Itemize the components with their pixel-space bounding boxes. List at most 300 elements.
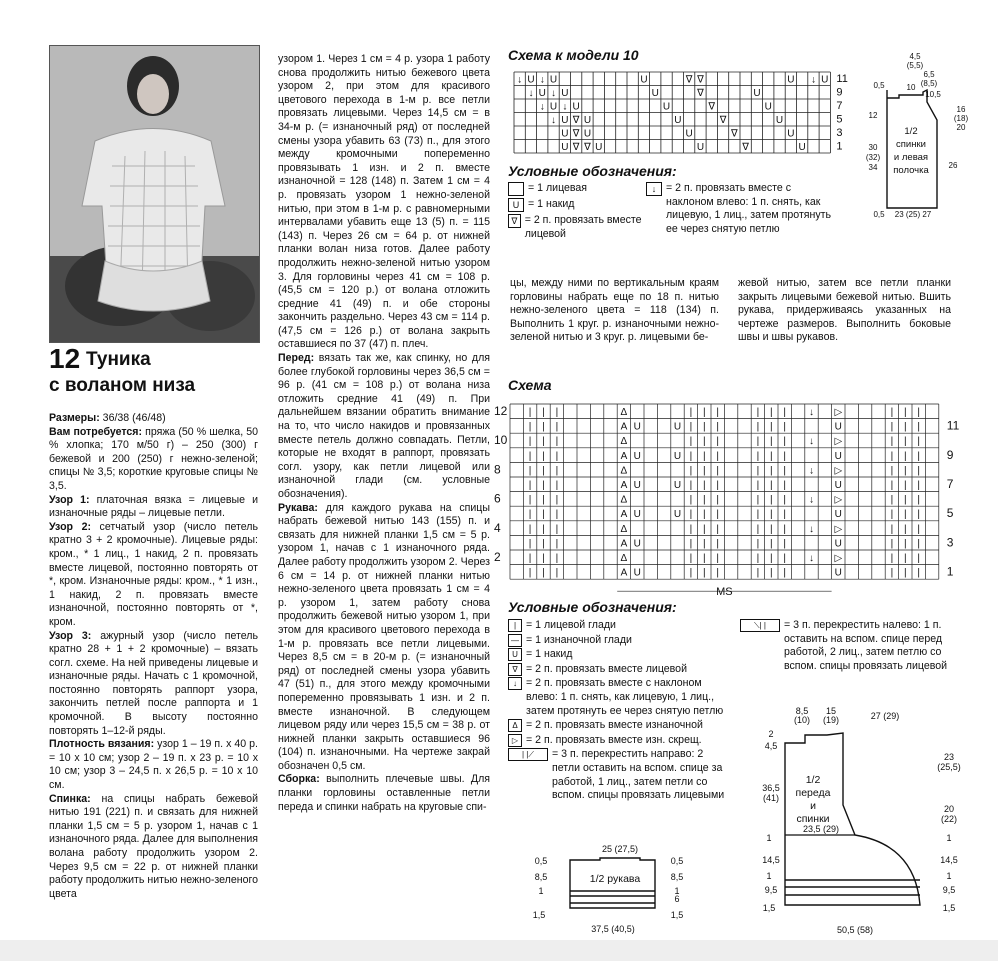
stitch-symbol: U — [834, 538, 842, 550]
stitch-symbol: | — [917, 538, 921, 550]
stitch-symbol: | — [689, 465, 693, 477]
stitch-symbol: | — [890, 421, 894, 433]
stitch-symbol: | — [555, 567, 559, 579]
dim-label: 14,5 — [940, 855, 958, 865]
legend-item — [508, 648, 734, 662]
stitch-symbol: | — [783, 567, 787, 579]
stitch-symbol: | — [903, 465, 907, 477]
legend-text: = 2 п. провязать вместе изнаночной — [526, 719, 703, 732]
stitch-symbol: U — [633, 421, 641, 433]
stitch-symbol: | — [555, 553, 559, 564]
stitch-symbol: U — [673, 421, 682, 433]
stitch-symbol: U — [583, 115, 592, 126]
page-footer-band — [0, 940, 998, 961]
stitch-symbol: | — [890, 553, 894, 564]
scheme10-schematic — [865, 50, 975, 220]
legend-item — [508, 214, 648, 241]
stitch-symbol: | — [555, 421, 559, 433]
legend-text: = 1 лицевой глади — [526, 619, 616, 631]
text-column-1 — [49, 412, 258, 932]
stitch-symbol: U — [549, 101, 558, 113]
stitch-symbol: | — [716, 567, 720, 579]
stitch-symbol: ▷ — [834, 465, 843, 477]
stitch-symbol: | — [528, 436, 532, 448]
stitch-symbol: | — [528, 509, 532, 521]
stitch-symbol: | — [890, 523, 894, 535]
stitch-symbol: | — [756, 494, 760, 506]
stitch-symbol: | — [903, 538, 907, 550]
model-photo — [49, 45, 260, 343]
legend-text: = 1 накид — [528, 198, 575, 210]
dim-label: 1,5 — [532, 910, 546, 920]
paragraph-text: вязать так же, как спинку, но для более глубокой горловины через 36,5 см = 96 р. (41 см = 108 р.) от волана низа отложить средние 41 (49) п. При дальнейшем вязании обратить внимание на то, что число накидов и провязанных вместе петель должно совпадать. Петли, которые не входят в раппорт, провязать согл. узору, как петли лицевой или изнаночной глади (см. условные обозначения). — [278, 352, 490, 500]
dim-label: 1 — [946, 833, 952, 843]
p2tog-icon: Δ — [508, 719, 522, 732]
stitch-symbol: | — [756, 553, 760, 564]
stitch-symbol: U — [662, 101, 671, 113]
legend-text: = 2 п. провязать вместе с наклоном влево: 1 п. снять, как лицевую, 1 лиц., затем протянуть ее через снятую петлю — [666, 182, 832, 235]
text-column-3a: цы, между ними по вертикальным краям горловины набрать еще по 18 п. нитью нежно-зеленого цвета = 118 (134) п. Выполнить 1 круг. р. изнаночными нежно-зеленой нитью и 3 круг. р. лицевыми бе- — [510, 277, 719, 344]
dim-label: 8,5 — [534, 872, 548, 882]
paragraph-text: для каждого рукава на спицы набрать бежевой нитью 143 (155) п. и связать для нижней планки 1,5 см = 5 р. узором 1, начав с 1 изнаночного ряда. Далее работу продолжить узором 2. Через 6 см = 14 р. от нижней планки нитью нежно-зеленого цвета провязать 1 см = 4 р. узором 1, затем работу снова продолжить бежевой нитью узором 1, при этом для красивого цветового перехода в 1-м р. провязать все петли лицевыми. Через 8,5 см = в 20-м р. (= изнаночный ряд) от последней смены узора убавить 47 (51) п., для этого между кромочными попеременно провязывать 1 изн. и 2 п. вместе изнаночной. В следующем лицевом ряду или через 15,5 см = 38 р. от нижней планки закрыть оставшиеся 96 (104) п. изнаночными. На чертеже закрай обозначен 0,5 см. — [278, 501, 490, 772]
stitch-symbol: ↓ — [517, 74, 523, 86]
dim-label: 16 — [956, 105, 966, 114]
dim-label: 1 — [538, 886, 544, 896]
stitch-symbol: ∇ — [584, 142, 591, 153]
stitch-symbol: | — [689, 436, 693, 448]
scheme10-title: Схема к модели 10 — [508, 47, 639, 63]
stitch-symbol: | — [716, 407, 720, 418]
stitch-symbol: | — [756, 407, 760, 418]
stitch-symbol: | — [783, 538, 787, 550]
stitch-symbol: U — [673, 509, 682, 521]
stitch-symbol: ▷ — [834, 407, 843, 418]
dim-label: 25 (27,5) — [601, 844, 639, 854]
ssk-icon: ↓ — [646, 182, 662, 196]
stitch-symbol: | — [702, 465, 706, 477]
paragraph — [278, 352, 490, 502]
stitch-symbol: | — [917, 553, 921, 564]
stitch-symbol: U — [821, 74, 829, 86]
stitch-symbol: | — [917, 494, 921, 506]
stitch-symbol: | — [756, 450, 760, 462]
stitch-symbol: | — [702, 553, 706, 564]
dim-label: 26 — [948, 161, 958, 170]
stitch-symbol: | — [528, 538, 532, 550]
legend-item — [508, 677, 734, 718]
stitch-symbol: U — [538, 88, 546, 99]
stitch-symbol: U — [673, 450, 682, 462]
stitch-symbol: | — [903, 494, 907, 506]
row-label: 7 — [836, 100, 843, 112]
knit-stitch-icon: | — [508, 619, 522, 632]
cross-left-icon: ⟍| | — [740, 619, 780, 632]
stitch-symbol: | — [702, 538, 706, 550]
stitch-symbol: ↓ — [809, 494, 814, 506]
stitch-symbol: U — [595, 142, 603, 153]
stitch-symbol: | — [769, 567, 773, 579]
stitch-symbol: | — [783, 436, 787, 448]
paragraph-heading: Узор 3: — [49, 629, 92, 642]
stitch-symbol: | — [542, 538, 545, 550]
dim-label: 23 (25) 27 — [894, 210, 932, 219]
stitch-symbol: | — [917, 465, 921, 477]
dim-label: 37,5 (40,5) — [591, 924, 635, 934]
dim-label: 9,5 — [764, 885, 778, 895]
stitch-symbol: | — [689, 538, 693, 550]
stitch-symbol: | — [769, 523, 773, 535]
row-label: 3 — [946, 535, 954, 550]
stitch-symbol: ↓ — [539, 74, 545, 86]
dim-label: 20 — [943, 804, 955, 814]
article-number: 12 — [49, 343, 81, 374]
stitch-symbol: ∇ — [708, 101, 716, 113]
stitch-symbol: | — [542, 465, 545, 477]
knit-symbol-icon — [508, 182, 524, 196]
stitch-symbol: | — [783, 494, 787, 506]
paragraph — [278, 53, 490, 352]
stitch-symbol: | — [542, 494, 545, 506]
stitch-symbol: | — [716, 421, 720, 433]
stitch-symbol: | — [689, 494, 693, 506]
scheme-legend-title: Условные обозначения: — [508, 599, 677, 615]
stitch-symbol: | — [716, 436, 720, 448]
stitch-symbol: | — [702, 450, 706, 462]
stitch-symbol: | — [528, 450, 532, 462]
legend-text: = 2 п. провязать вместе с наклоном влево: 1 п. снять, как лицевую, 1 лиц., затем протянуть ее через снятую петлю — [526, 677, 724, 717]
scheme10-chart — [510, 70, 850, 160]
stitch-symbol: U — [633, 567, 641, 579]
stitch-symbol: | — [702, 436, 706, 448]
stitch-symbol: | — [555, 407, 559, 418]
legend-text: = 2 п. провязать вместе изн. скрещ. — [526, 733, 702, 746]
sleeve-label: 1/2 рукава — [589, 873, 641, 885]
stitch-symbol: | — [716, 465, 720, 477]
stitch-symbol: | — [542, 509, 545, 521]
stitch-symbol: ∇ — [572, 128, 580, 140]
row-label: 5 — [946, 506, 954, 521]
scheme-legend — [508, 619, 734, 804]
stitch-symbol: | — [769, 421, 773, 433]
stitch-symbol: | — [783, 421, 787, 433]
legend-text: = 1 накид — [526, 648, 573, 661]
row-label: 8 — [494, 462, 501, 477]
stitch-symbol: ↓ — [809, 465, 814, 477]
stitch-symbol: | — [890, 480, 894, 491]
stitch-symbol: | — [756, 567, 760, 579]
stitch-symbol: A — [620, 509, 628, 521]
stitch-symbol: | — [917, 407, 921, 418]
row-label: 10 — [494, 433, 508, 448]
stitch-symbol: ↓ — [562, 101, 568, 113]
paragraph-text: узор 1 – 19 п. х 40 р. = 10 х 10 см; узор 2 – 19 п. х 23 р. = 10 х 10 см; узор 3 – 24,5 п. х 26,5 р. = 10 х 10 см. — [49, 738, 258, 792]
stitch-symbol: Δ — [620, 407, 628, 418]
paragraph-heading: Спинка: — [49, 792, 91, 805]
legend-item — [646, 182, 836, 236]
stitch-symbol: | — [917, 509, 921, 521]
stitch-symbol: | — [702, 567, 706, 579]
stitch-symbol: | — [528, 523, 532, 535]
dim-label: 0,5 — [534, 856, 548, 866]
stitch-symbol: | — [783, 407, 787, 418]
paragraph — [49, 793, 258, 902]
legend-text: = 3 п. перекрестить направо: 2 петли оставить на вспом. спице за работой, 1 лиц., затем петли со вспом. спицы провязать лицевыми — [552, 748, 725, 802]
legend-text: = 2 п. провязать вместе лицевой — [524, 214, 642, 240]
stitch-symbol: | — [716, 553, 720, 564]
row-label: 3 — [836, 127, 843, 139]
stitch-symbol: | — [903, 509, 907, 521]
stitch-symbol: | — [689, 421, 693, 433]
dim-label: (8,5) — [920, 79, 938, 88]
legend-item — [740, 619, 955, 673]
piece-label: 1/2 — [805, 774, 821, 786]
stitch-symbol: U — [674, 115, 682, 126]
dim-label: 27 (29) — [870, 711, 900, 721]
paragraph-heading: Узор 1: — [49, 493, 90, 506]
stitch-symbol: ∇ — [719, 115, 727, 126]
row-label: 1 — [836, 140, 843, 153]
stitch-symbol: U — [787, 74, 795, 86]
piece-label: полочка — [893, 165, 929, 176]
stitch-symbol: | — [555, 509, 559, 521]
stitch-symbol: | — [555, 450, 559, 462]
stitch-symbol: | — [890, 450, 894, 462]
paragraph — [278, 773, 490, 814]
stitch-symbol: U — [583, 128, 592, 140]
stitch-symbol: Δ — [620, 553, 628, 564]
stitch-symbol: | — [783, 480, 787, 491]
dim-label: 50,5 (58) — [836, 925, 874, 935]
stitch-symbol: | — [890, 538, 894, 550]
paragraph-text: ажурный узор (число петель кратно 28 + 1 + 2 кромочные) – вязать согл. схеме. На ней приведены лицевые и изнаночные ряды. Начать с 1 кромочной, постоянно повторять раппорт узора, закончить петлей после раппорта и 1 кромочной. В высоту постоянно повторять 1–12-й ряды. — [49, 629, 258, 737]
dim-label: (18) — [953, 114, 969, 123]
row-label: 5 — [836, 113, 843, 126]
dim-label: 1 — [766, 871, 772, 881]
scheme10-legend-left — [508, 182, 648, 241]
cross-right-icon: | |⟋ — [508, 748, 548, 761]
paragraph-heading: Плотность вязания: — [49, 738, 155, 751]
stitch-symbol: U — [775, 115, 784, 126]
paragraph — [49, 412, 258, 426]
stitch-symbol: | — [769, 538, 773, 550]
stitch-symbol: ∇ — [730, 128, 738, 140]
k2tog-icon: ∇ — [508, 663, 522, 676]
legend-text: = 1 изнаночной глади — [526, 633, 632, 646]
stitch-symbol: U — [633, 538, 641, 550]
stitch-symbol: | — [903, 523, 907, 535]
scheme-chart — [488, 400, 968, 605]
dim-label: (22) — [940, 814, 958, 824]
ssk-icon: ↓ — [508, 677, 522, 690]
stitch-symbol: | — [769, 465, 773, 477]
dim-label: 4,5 — [764, 741, 778, 751]
paragraph — [49, 494, 258, 521]
stitch-symbol: U — [673, 480, 682, 491]
row-label: 1 — [946, 564, 954, 579]
paragraph-text: сетчатый узор (число петель кратно 3 + 2 кромочные). Лицевые ряды: кром., * 1 лиц., 1 накид, 2 п. провязать вместе лицевой, постоянно повторять от *, кром. Изнаночные ряды: кром., * 1 изн., 1 накид, 2 п. провязать вместе изнаночной, постоянно повторять от *, кром. — [49, 520, 258, 628]
dim-label: 1,5 — [762, 903, 776, 913]
stitch-symbol: Δ — [620, 494, 628, 506]
stitch-symbol: | — [917, 523, 921, 535]
legend-item — [508, 182, 648, 196]
stitch-symbol: | — [542, 436, 545, 448]
stitch-symbol: | — [917, 567, 921, 579]
row-label: 12 — [494, 404, 508, 418]
stitch-symbol: U — [834, 421, 842, 433]
stitch-symbol: | — [528, 465, 532, 477]
stitch-symbol: U — [834, 450, 842, 462]
dim-label: 9,5 — [942, 885, 956, 895]
stitch-symbol: | — [917, 450, 921, 462]
stitch-symbol: | — [769, 494, 773, 506]
stitch-symbol: | — [756, 509, 760, 521]
stitch-symbol: | — [555, 523, 559, 535]
dim-label: (32) — [865, 153, 881, 162]
stitch-symbol: | — [769, 509, 773, 521]
legend-item — [508, 634, 734, 648]
stitch-symbol: | — [756, 436, 760, 448]
stitch-symbol: U — [633, 480, 641, 491]
dim-label: 23 — [943, 752, 955, 762]
stitch-symbol: | — [702, 421, 706, 433]
stitch-symbol: | — [903, 480, 907, 491]
stitch-symbol: U — [685, 128, 693, 140]
stitch-symbol: ▷ — [834, 523, 843, 535]
stitch-symbol: | — [702, 523, 706, 535]
stitch-symbol: Δ — [620, 436, 628, 448]
paragraph — [49, 738, 258, 792]
piece-label: и левая — [893, 152, 929, 163]
stitch-symbol: ↓ — [539, 101, 545, 113]
stitch-symbol: | — [783, 465, 787, 477]
stitch-symbol: ↓ — [809, 553, 814, 564]
dim-label: 2 — [768, 729, 774, 739]
stitch-symbol: | — [890, 567, 894, 579]
stitch-symbol: | — [528, 553, 532, 564]
stitch-symbol: U — [633, 450, 641, 462]
paragraph-text: пряжа (50 % шелка, 50 % хлопка; 170 м/50 г) – 250 (300) г бежевой и 200 (250) г нежно-зеленой; спицы № 3,5; короткие круговые спицы № 3,5. — [49, 425, 258, 492]
stitch-symbol: ▷ — [834, 494, 843, 506]
dim-label: 10 — [906, 83, 916, 92]
stitch-symbol: | — [542, 567, 545, 579]
stitch-symbol: | — [689, 553, 693, 564]
stitch-symbol: | — [917, 421, 921, 433]
stitch-symbol: U — [527, 74, 535, 86]
dim-label: 1,5 — [942, 903, 956, 913]
stitch-symbol: | — [756, 523, 760, 535]
stitch-symbol: | — [903, 407, 907, 418]
stitch-symbol: ↓ — [809, 436, 814, 448]
purl-stitch-icon: — — [508, 634, 522, 647]
stitch-symbol: | — [769, 436, 773, 448]
stitch-symbol: A — [620, 538, 628, 550]
stitch-symbol: | — [542, 421, 545, 433]
repeat-label: MS — [716, 586, 733, 599]
stitch-symbol: U — [696, 142, 705, 153]
paragraph — [49, 630, 258, 739]
yarn-over-icon: U — [508, 198, 524, 212]
piece-label: спинки — [896, 139, 926, 150]
dim-label: 8,5 — [670, 872, 684, 882]
stitch-symbol: ↓ — [528, 88, 534, 99]
stitch-symbol: | — [542, 407, 545, 418]
stitch-symbol: U — [834, 567, 842, 579]
piece-label: спинки — [796, 813, 830, 825]
stitch-symbol: | — [756, 465, 760, 477]
stitch-symbol: | — [890, 436, 894, 448]
stitch-symbol: | — [903, 450, 907, 462]
stitch-symbol: | — [528, 567, 532, 579]
stitch-symbol: | — [555, 436, 559, 448]
dim-label: 20 — [956, 123, 966, 132]
paragraph-heading: Рукава: — [278, 501, 318, 514]
row-label: 11 — [946, 418, 960, 433]
stitch-symbol: | — [702, 494, 706, 506]
legend-item — [508, 719, 734, 733]
piece-label: переда — [795, 787, 831, 799]
dim-label: 6,5 — [923, 70, 935, 79]
dim-label: (41) — [762, 793, 780, 803]
stitch-symbol: U — [633, 509, 641, 521]
paragraph — [278, 502, 490, 774]
dim-label: 34 — [868, 163, 878, 172]
sleeve-schematic — [525, 838, 695, 938]
stitch-symbol: | — [890, 509, 894, 521]
stitch-symbol: | — [555, 480, 559, 491]
stitch-symbol: | — [769, 407, 773, 418]
stitch-symbol: | — [783, 509, 787, 521]
dim-label: 15 — [825, 706, 837, 716]
stitch-symbol: ∇ — [572, 142, 580, 153]
row-label: 9 — [836, 86, 843, 99]
stitch-symbol: | — [542, 450, 545, 462]
stitch-symbol: | — [555, 538, 559, 550]
dim-label: (19) — [822, 715, 840, 725]
dim-label: (25,5) — [937, 762, 961, 772]
dim-label: 1 — [946, 871, 952, 881]
legend-text: = 3 п. перекрестить налево: 1 п. оставить на вспом. спице перед работой, 2 лиц., затем петлю со вспом. спицы провязать лицевой — [784, 619, 948, 672]
scheme-title: Схема — [508, 377, 552, 393]
legend-item — [508, 734, 734, 748]
dim-label: 30 — [868, 143, 878, 152]
p2tog-tbl-icon: ▷ — [508, 734, 522, 747]
dim-label: 1 — [766, 833, 772, 843]
stitch-symbol: | — [716, 480, 720, 491]
row-label: 2 — [494, 550, 501, 564]
dim-label: 1 — [674, 886, 680, 896]
dim-label: (5,5) — [906, 61, 924, 70]
stitch-symbol: | — [890, 407, 894, 418]
dim-label: 23,5 (29) — [802, 824, 840, 834]
stitch-symbol: Δ — [620, 523, 628, 535]
stitch-symbol: | — [783, 450, 787, 462]
paragraph-text: выполнить плечевые швы. Для планки горловины оставленные петли переда и спинки набрать на круговые спи- — [278, 773, 490, 813]
stitch-symbol: ∇ — [572, 115, 580, 126]
paragraph-text: платочная вязка = лицевые и изнаночные ряды – лицевые петли. — [49, 493, 258, 520]
stitch-symbol: | — [689, 567, 693, 579]
piece-label: и — [810, 800, 816, 812]
stitch-symbol: | — [555, 465, 559, 477]
stitch-symbol: U — [640, 74, 648, 86]
stitch-symbol: | — [903, 553, 907, 564]
stitch-symbol: | — [689, 509, 693, 521]
legend-item — [508, 748, 734, 802]
stitch-symbol: | — [689, 523, 693, 535]
stitch-symbol: | — [783, 553, 787, 564]
stitch-symbol: ↓ — [551, 88, 557, 99]
legend-text: = 1 лицевая — [528, 182, 588, 194]
row-label: 7 — [946, 477, 954, 491]
